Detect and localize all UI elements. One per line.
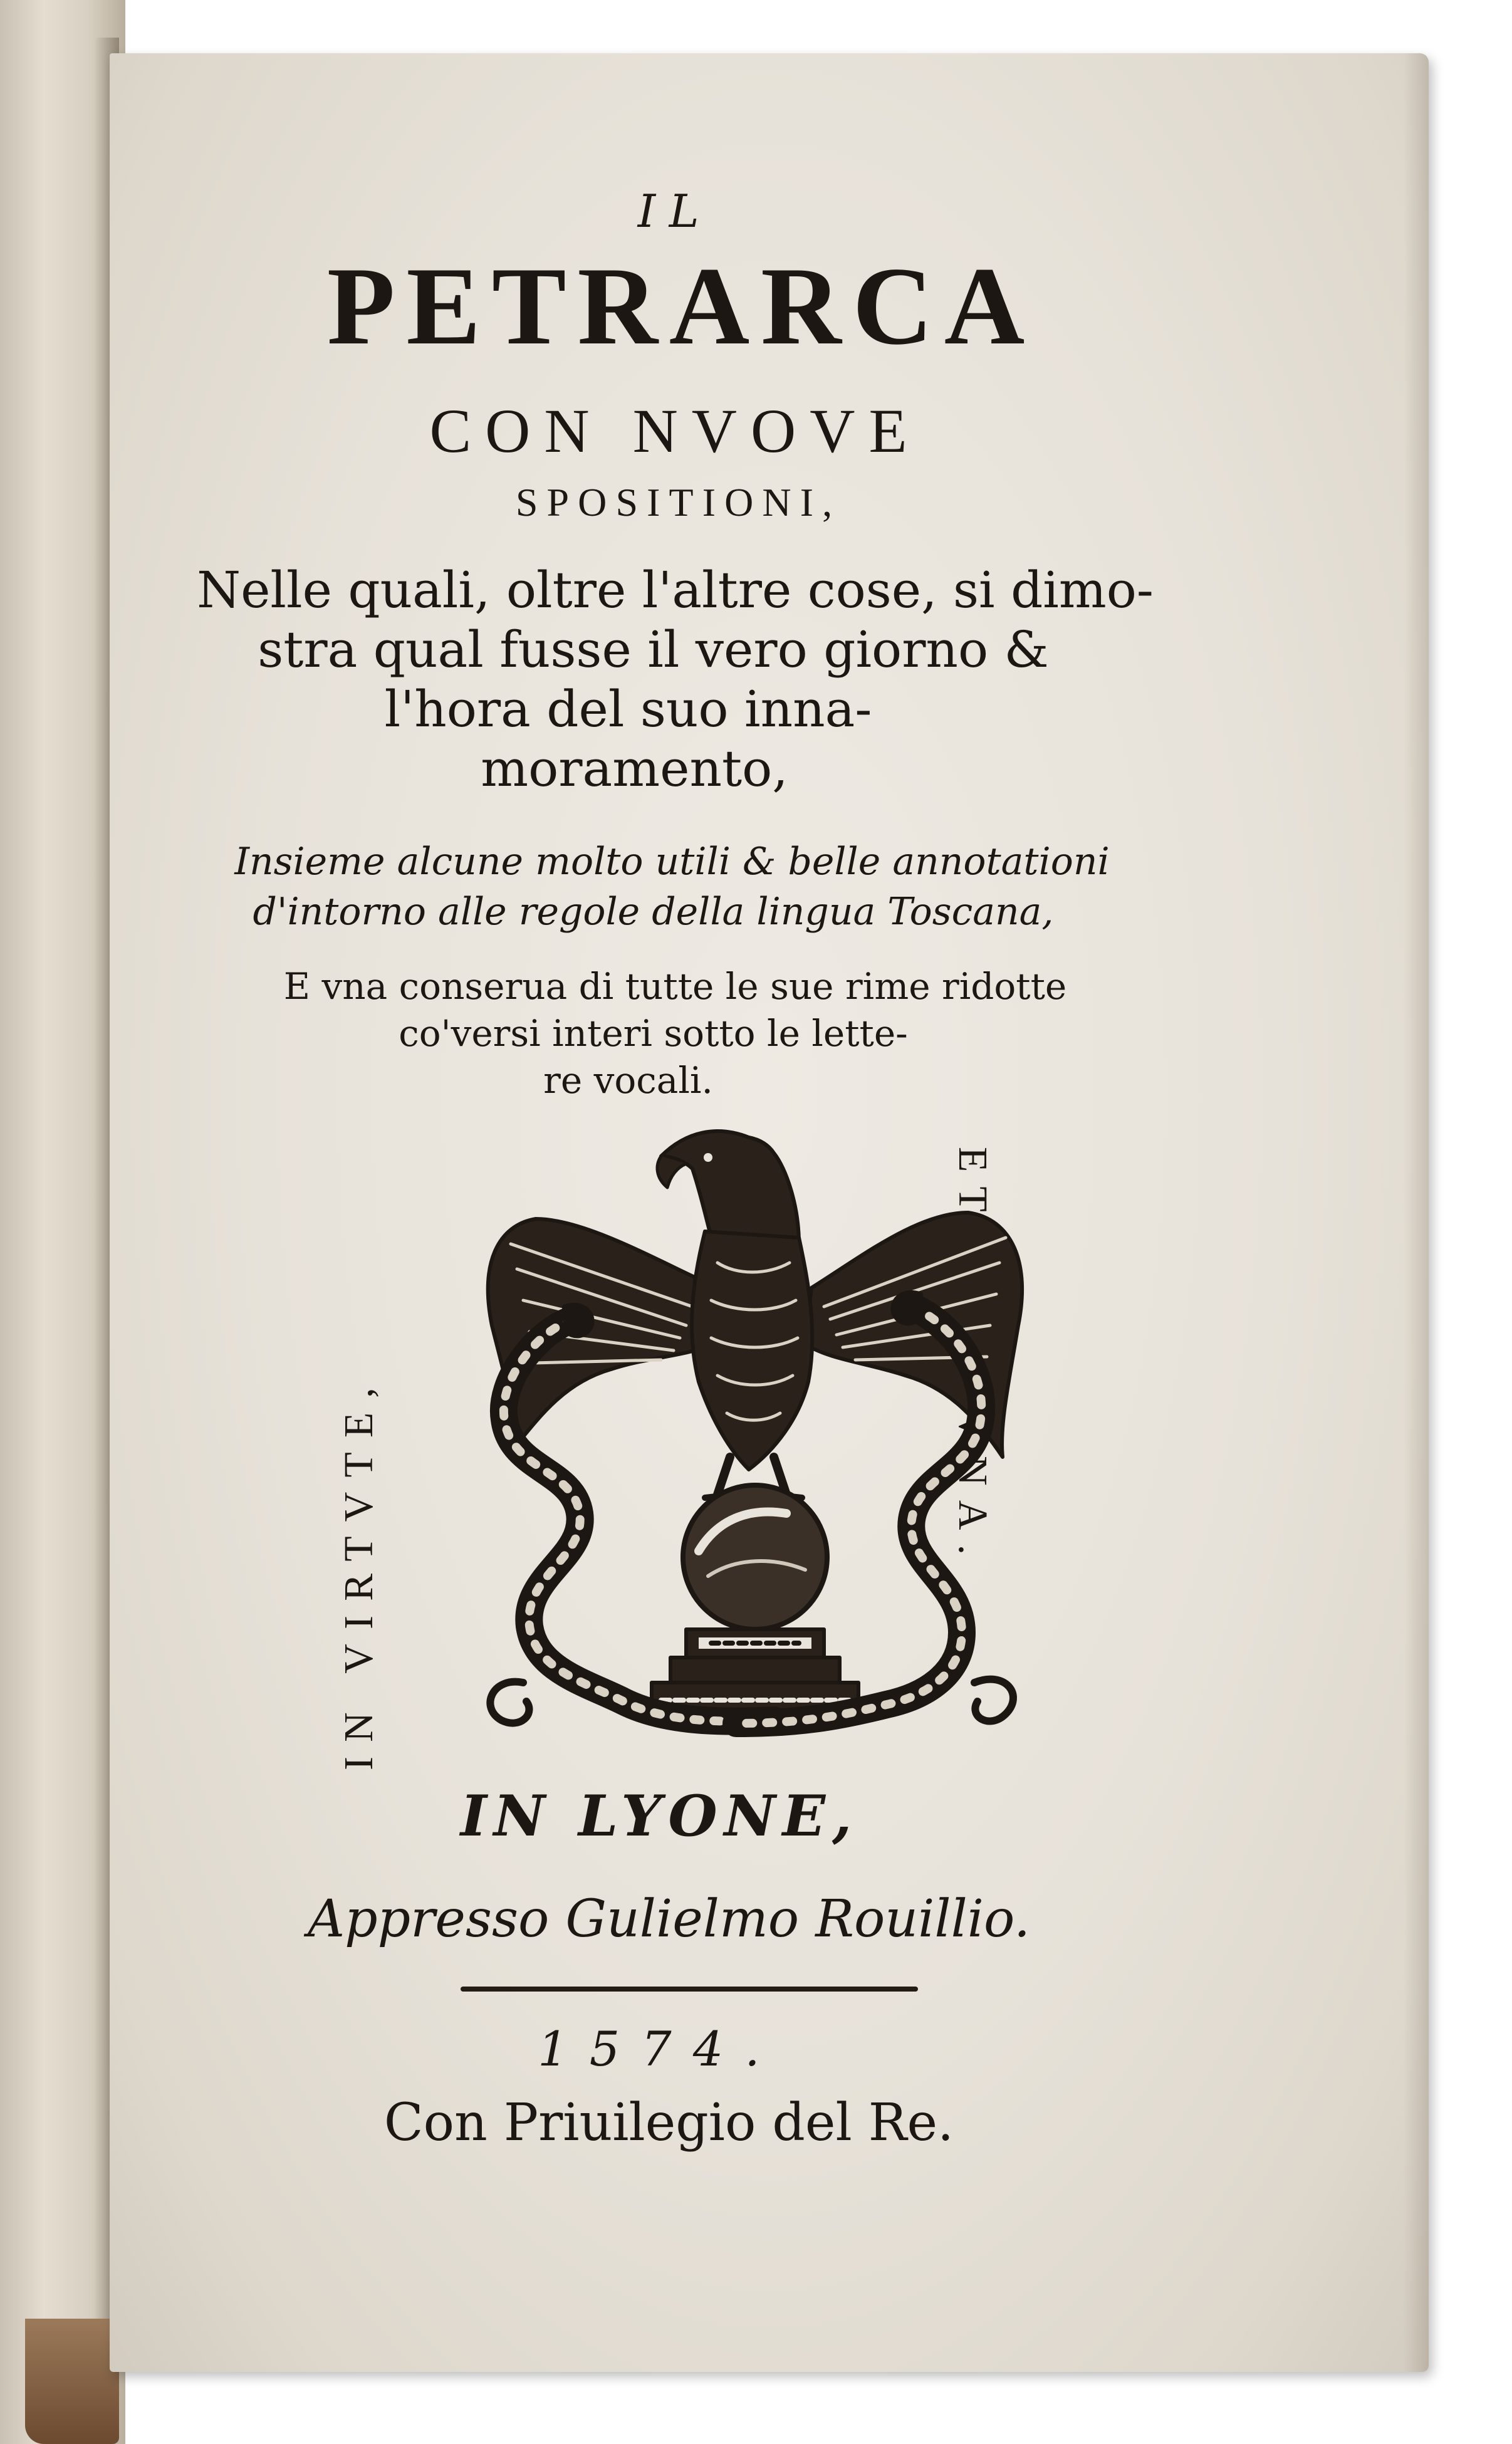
description-line: moramento, xyxy=(481,739,788,798)
title-page xyxy=(110,53,1429,2372)
binding-corner xyxy=(25,2319,119,2444)
annotation-line: Insieme alcune molto utili & belle annotationi xyxy=(234,840,1110,884)
eagle-on-globe-with-serpents-icon xyxy=(423,1119,1087,1770)
imprint-year: 1574. xyxy=(538,2021,781,2077)
imprint-place: IN LYONE, xyxy=(460,1783,859,1849)
privilege-line: Con Priuilegio del Re. xyxy=(383,2093,954,2153)
subtitle-line-1: CON NVOVE xyxy=(429,396,921,466)
title-article: IL xyxy=(637,185,713,238)
annotation-line: d'intorno alle regole della lingua Toscana, xyxy=(253,890,1054,934)
book-title: PETRARCA xyxy=(326,244,1036,368)
imprint-printer: Appresso Gulielmo Rouillio. xyxy=(307,1889,1031,1949)
page-edge xyxy=(1404,53,1429,2372)
horizontal-rule xyxy=(461,1987,918,1992)
rhyme-index-line: re vocali. xyxy=(543,1059,713,1102)
description-line: Nelle quali, oltre l'altre cose, si dimo- xyxy=(197,561,1154,619)
motto-left: IN VIRTVTE, xyxy=(336,1373,382,1770)
description-line: stra qual fusse il vero giorno & xyxy=(258,620,1049,679)
subtitle-line-2: SPOSITIONI, xyxy=(515,480,842,525)
description-line: l'hora del suo inna- xyxy=(384,680,872,738)
rhyme-index-line: E vna conserua di tutte le sue rime ridotte xyxy=(283,965,1067,1008)
rhyme-index-line: co'versi interi sotto le lette- xyxy=(399,1012,908,1055)
